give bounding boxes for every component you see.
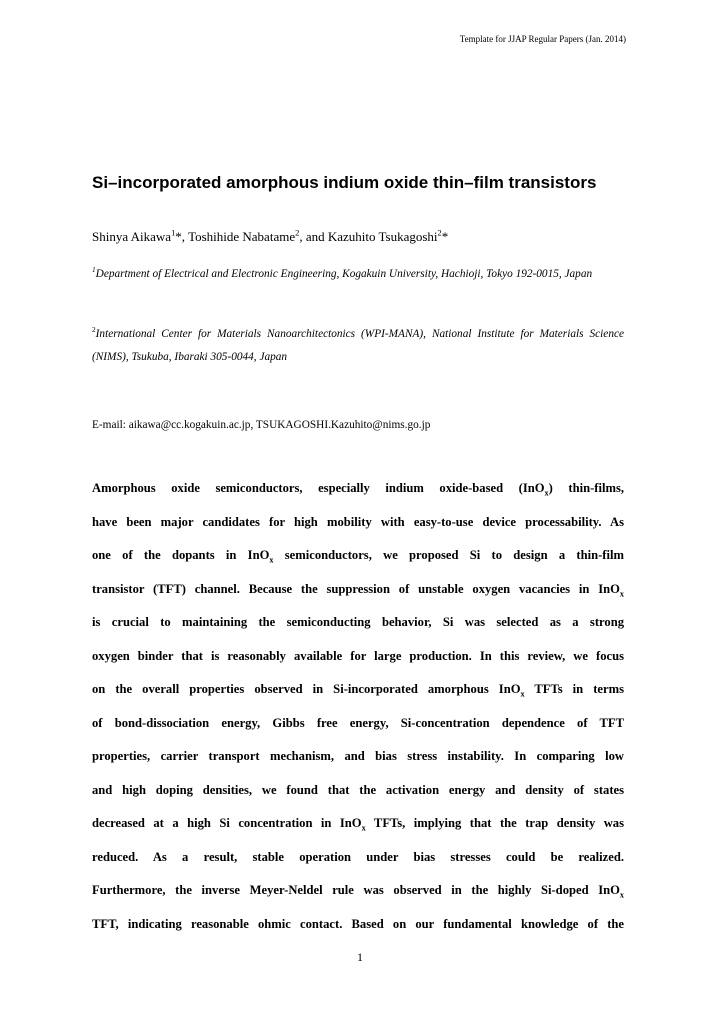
subscript: x (619, 589, 624, 599)
abstract-line (92, 606, 624, 640)
affiliation-1 (92, 263, 624, 286)
abstract-line (92, 841, 624, 875)
abstract-line (92, 472, 624, 506)
running-header: Template for JJAP Regular Papers (Jan. 2014) (459, 34, 626, 44)
abstract-text: and high doping densities, we found that the activation energy and density of states (92, 782, 624, 797)
abstract-line (92, 539, 624, 573)
subscript: x (520, 689, 525, 699)
affiliation-text: Department of Electrical and Electronic Engineering, Kogakuin University, Hachioji, Tokyo 192-0015, Japan (95, 268, 593, 280)
author-3 (328, 229, 448, 244)
abstract (92, 472, 624, 941)
abstract-text: TFTs, implying that the trap density was (365, 816, 624, 830)
author-1 (92, 229, 182, 244)
author-affiliation-mark: 2 (295, 227, 300, 238)
abstract-text: properties, carrier transport mechanism, and bias stress instability. In comparing low (92, 749, 624, 763)
affiliation-number: 1 (92, 265, 96, 275)
abstract-line (92, 673, 624, 707)
author-2 (188, 229, 299, 244)
abstract-text: transistor (TFT) channel. Because the suppression of unstable oxygen vacancies in InO (92, 581, 620, 596)
author-list (92, 229, 448, 245)
abstract-text: TFT, indicating reasonable ohmic contact. Based on our fundamental knowledge of the (92, 916, 624, 931)
author-name: Toshihide Nabatame (188, 229, 296, 244)
abstract-text: of bond-dissociation energy, Gibbs free energy, Si-concentration dependence of TFT (92, 715, 624, 730)
abstract-text: decreased at a high Si concentration in InO (92, 816, 362, 830)
author-name: Shinya Aikawa (92, 229, 172, 244)
abstract-text: TFTs in terms (524, 682, 624, 696)
abstract-text: ) thin-films, (548, 481, 624, 495)
author-separator: , (181, 229, 189, 244)
author-affiliation-mark: 2 (437, 227, 442, 238)
affiliation-number: 2 (92, 325, 96, 335)
abstract-line (92, 640, 624, 674)
abstract-text: reduced. As a result, stable operation under bias stresses could be realized. (92, 849, 624, 864)
author-separator: , and (299, 229, 328, 244)
abstract-line (92, 874, 624, 908)
abstract-line (92, 740, 624, 774)
subscript: x (619, 890, 624, 900)
abstract-line (92, 707, 624, 741)
abstract-text: have been major candidates for high mobility with easy-to-use device processability. As (92, 514, 624, 529)
abstract-text: Furthermore, the inverse Meyer-Neldel rule was observed in the highly Si-doped InO (92, 883, 620, 897)
abstract-text: oxygen binder that is reasonably available for large production. In this review, we focus (92, 648, 624, 663)
abstract-text: one of the dopants in InO (92, 548, 270, 562)
affiliation-text: International Center for Materials Nanoarchitectonics (WPI-MANA), National Institute for Materials Science (NIMS), Tsukuba, Ibaraki 305-0044, Japan (92, 328, 624, 363)
abstract-text: is crucial to maintaining the semiconducting behavior, Si was selected as a strong (92, 615, 624, 629)
corresponding-mark: * (441, 229, 449, 244)
subscript: x (544, 488, 549, 498)
subscript: x (269, 555, 274, 565)
author-name: Kazuhito Tsukagoshi (327, 229, 438, 244)
page-number: 1 (357, 950, 363, 964)
abstract-line (92, 908, 624, 942)
subscript: x (361, 823, 366, 833)
abstract-line (92, 506, 624, 540)
corresponding-mark: * (175, 229, 182, 244)
abstract-line (92, 774, 624, 808)
abstract-line (92, 573, 624, 607)
abstract-text: semiconductors, we proposed Si to design a thin-film (273, 548, 624, 562)
abstract-text: Amorphous oxide semiconductors, especially indium oxide-based (InO (92, 481, 545, 495)
abstract-line (92, 807, 624, 841)
author-affiliation-mark: 1 (171, 227, 176, 238)
contact-email: E-mail: aikawa@cc.kogakuin.ac.jp, TSUKAGOSHI.Kazuhito@nims.go.jp (92, 419, 431, 431)
paper-title: Si–incorporated amorphous indium oxide thin–film transistors (92, 173, 597, 192)
abstract-text: on the overall properties observed in Si-incorporated amorphous InO (92, 682, 521, 696)
affiliation-2 (92, 323, 624, 369)
